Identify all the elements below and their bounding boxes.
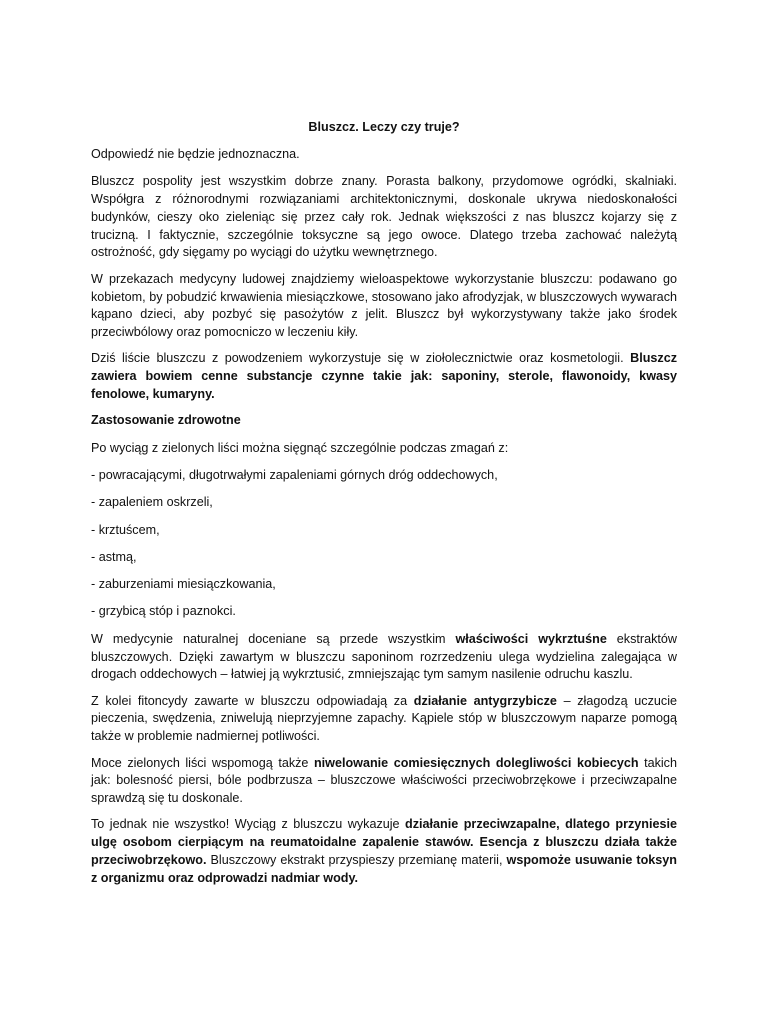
paragraph-text: ekstraktów bluszczowych. Dzięki zawartym w bluszczu saponinom rozrzedzeniu ulega wydzielina zalegająca w drogach oddechowych – łatwiej ją wykrztusić, zmniejszając tym samym nasilenie odruchu kaszlu. [91, 631, 677, 682]
paragraph-bold-text: wspomoże usuwanie toksyn z organizmu oraz odprowadzi nadmiar wody. [91, 853, 677, 885]
list-item: - powracającymi, długotrwałymi zapaleniami górnych dróg oddechowych, [91, 467, 498, 482]
paragraph-bold-text: właściwości wykrztuśne [455, 631, 607, 646]
paragraph-text: Bluszczowy ekstrakt przyspieszy przemianę materii, [206, 853, 507, 867]
section-heading: Zastosowanie zdrowotne [91, 413, 241, 428]
paragraph-text: W medycynie naturalnej doceniane są przede wszystkim [91, 631, 456, 646]
paragraph-bold-text: działanie przeciwzapalne, dlatego przyniesie ulgę osobom cierpiącym na reumatoidalne zapalenie stawów. Esencja z bluszczu działa także przeciwobrzękowo. [91, 817, 677, 867]
paragraph-text: Z kolei fitoncydy zawarte w bluszczu odpowiadają za [91, 693, 414, 708]
paragraph-antifungal [91, 693, 677, 746]
list-item: - astmą, [91, 549, 137, 564]
paragraph-folk-medicine: W przekazach medycyny ludowej znajdziemy wieloaspektowe wykorzystanie bluszczu: podawano go kobietom, by pobudzić krwawienia miesiączkowe, stosowano jako afrodyzjak, w bluszczowych wywarach kąpano dzieci, aby pozbyć się pasożytów z jelit. Bluszcz był wykorzystywany także jako środek przeciwbólowy oraz pomocniczo w leczeniu kiły. [91, 271, 677, 340]
list-item: - krztuścem, [91, 522, 160, 537]
paragraph-womens-health [91, 755, 677, 808]
paragraph-text: takich jak: bolesność piersi, bóle podbrzusza – bluszczowe właściwości przeciwobrzękowe i przeciwzapalne sprawdzą się tu doskonale. [91, 755, 677, 806]
paragraph-text: Moce zielonych liści wspomogą także [91, 755, 314, 770]
paragraph-bold-text: działanie antygrzybicze [413, 693, 557, 708]
paragraph-text: To jednak nie wszystko! Wyciąg z bluszczu wykazuje [91, 817, 406, 832]
paragraph-text: – złagodzą uczucie pieczenia, swędzenia, zniwelują nieprzyjemne zapachy. Kąpiele stóp w bluszczowym naparze pomogą także w problemie nadmiernej potliwości. [91, 693, 677, 744]
paragraph-bold-text: niwelowanie comiesięcznych dolegliwości kobiecych [313, 755, 639, 770]
paragraph-expectorant [91, 631, 677, 684]
paragraph-anti-inflammatory [91, 816, 677, 887]
intro-paragraph: Odpowiedź nie będzie jednoznaczna. [91, 147, 300, 161]
paragraph-active-substances [91, 350, 677, 403]
paragraph-bold-text: Bluszcz zawiera bowiem cenne substancje czynne takie jak: saponiny, sterole, flawonoidy, kwasy fenolowe, kumaryny. [91, 351, 677, 402]
document-title: Bluszcz. Leczy czy truje? [308, 120, 460, 134]
list-item: - zapaleniem oskrzeli, [91, 495, 213, 510]
list-item: - grzybicą stóp i paznokci. [91, 604, 236, 619]
paragraph-text: Dziś liście bluszczu z powodzeniem wykorzystuje się w ziołolecznictwie oraz kosmetologii. [91, 351, 631, 366]
list-item: - zaburzeniami miesiączkowania, [91, 577, 276, 592]
list-intro: Po wyciąg z zielonych liści można sięgnąć szczególnie podczas zmagań z: [91, 440, 509, 455]
paragraph-description: Bluszcz pospolity jest wszystkim dobrze znany. Porasta balkony, przydomowe ogródki, skalniaki. Współgra z różnorodnymi rozwiązaniami architektonicznymi, doskonale ukrywa niedoskonałości budynków, cieszy oko zieleniąc się przez cały rok. Jednak większości z nas bluszcz kojarzy się z trucizną. I faktycznie, szczególnie toksyczne są jego owoce. Dlatego trzeba zachować należytą ostrożność, gdy sięgamy po wyciągi do użytku wewnętrznego. [91, 174, 677, 260]
